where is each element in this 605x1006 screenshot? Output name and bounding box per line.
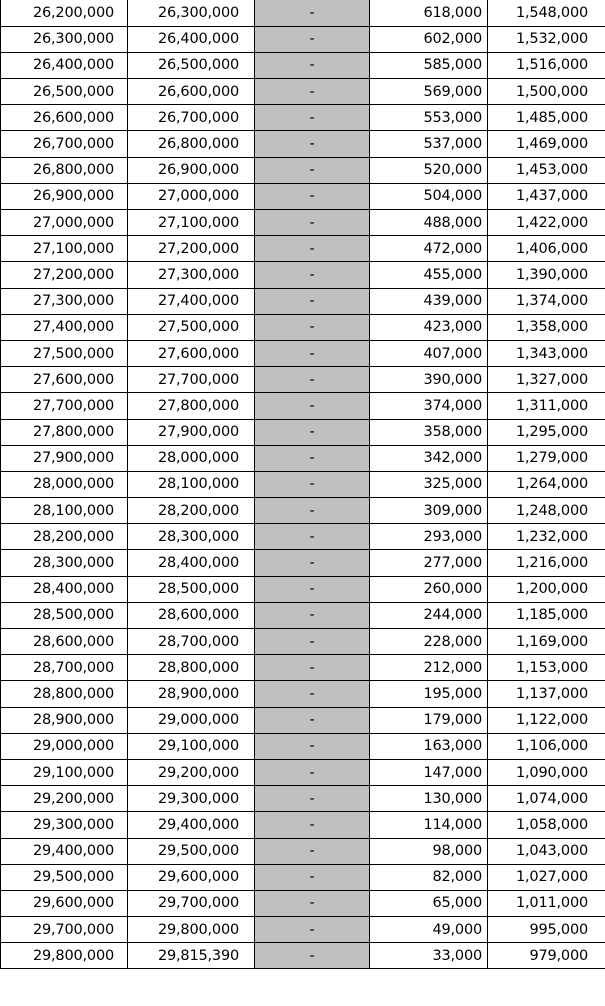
value-a-cell: 130,000	[370, 786, 488, 812]
income-from-cell: 27,400,000	[1, 314, 128, 340]
empty-dash-cell: -	[255, 419, 370, 445]
income-to-cell: 27,300,000	[128, 262, 255, 288]
value-b-cell: 1,279,000	[488, 445, 605, 471]
value-a-cell: 163,000	[370, 733, 488, 759]
income-to-cell: 27,900,000	[128, 419, 255, 445]
income-to-cell: 28,200,000	[128, 498, 255, 524]
value-a-cell: 228,000	[370, 629, 488, 655]
value-a-cell: 325,000	[370, 471, 488, 497]
empty-dash-cell: -	[255, 445, 370, 471]
table-row	[1, 131, 605, 157]
income-to-cell: 28,500,000	[128, 576, 255, 602]
income-to-cell: 26,300,000	[128, 0, 255, 26]
value-b-cell: 1,027,000	[488, 864, 605, 890]
value-a-cell: 423,000	[370, 314, 488, 340]
value-a-cell: 244,000	[370, 602, 488, 628]
empty-dash-cell: -	[255, 210, 370, 236]
income-from-cell: 27,000,000	[1, 210, 128, 236]
empty-dash-cell: -	[255, 838, 370, 864]
income-from-cell: 27,500,000	[1, 340, 128, 366]
empty-dash-cell: -	[255, 393, 370, 419]
table-row	[1, 602, 605, 628]
value-b-cell: 1,264,000	[488, 471, 605, 497]
value-b-cell: 1,248,000	[488, 498, 605, 524]
value-b-cell: 1,043,000	[488, 838, 605, 864]
table-row	[1, 629, 605, 655]
value-b-cell: 1,374,000	[488, 288, 605, 314]
empty-dash-cell: -	[255, 288, 370, 314]
empty-dash-cell: -	[255, 183, 370, 209]
empty-dash-cell: -	[255, 550, 370, 576]
table-row	[1, 576, 605, 602]
table-row	[1, 524, 605, 550]
income-to-cell: 26,600,000	[128, 79, 255, 105]
empty-dash-cell: -	[255, 707, 370, 733]
income-to-cell: 26,900,000	[128, 157, 255, 183]
empty-dash-cell: -	[255, 602, 370, 628]
empty-dash-cell: -	[255, 471, 370, 497]
income-to-cell: 26,500,000	[128, 52, 255, 78]
income-to-cell: 27,600,000	[128, 340, 255, 366]
income-from-cell: 28,000,000	[1, 471, 128, 497]
income-to-cell: 28,000,000	[128, 445, 255, 471]
empty-dash-cell: -	[255, 314, 370, 340]
empty-dash-cell: -	[255, 576, 370, 602]
value-b-cell: 1,390,000	[488, 262, 605, 288]
income-from-cell: 29,400,000	[1, 838, 128, 864]
income-to-cell: 29,800,000	[128, 917, 255, 943]
table-row	[1, 419, 605, 445]
value-a-cell: 195,000	[370, 681, 488, 707]
empty-dash-cell: -	[255, 131, 370, 157]
table-row	[1, 183, 605, 209]
empty-dash-cell: -	[255, 629, 370, 655]
value-b-cell: 1,500,000	[488, 79, 605, 105]
value-b-cell: 1,295,000	[488, 419, 605, 445]
income-from-cell: 27,600,000	[1, 367, 128, 393]
value-a-cell: 472,000	[370, 236, 488, 262]
income-to-cell: 28,700,000	[128, 629, 255, 655]
income-to-cell: 27,700,000	[128, 367, 255, 393]
value-a-cell: 293,000	[370, 524, 488, 550]
value-b-cell: 1,422,000	[488, 210, 605, 236]
table-row	[1, 288, 605, 314]
income-from-cell: 28,400,000	[1, 576, 128, 602]
income-from-cell: 28,900,000	[1, 707, 128, 733]
income-to-cell: 27,200,000	[128, 236, 255, 262]
income-to-cell: 29,815,390	[128, 943, 255, 969]
income-from-cell: 26,800,000	[1, 157, 128, 183]
income-to-cell: 29,300,000	[128, 786, 255, 812]
income-from-cell: 29,600,000	[1, 890, 128, 916]
value-b-cell: 1,358,000	[488, 314, 605, 340]
table-row	[1, 314, 605, 340]
value-b-cell: 1,185,000	[488, 602, 605, 628]
empty-dash-cell: -	[255, 524, 370, 550]
tax-table-body	[1, 0, 605, 969]
value-a-cell: 277,000	[370, 550, 488, 576]
income-to-cell: 28,600,000	[128, 602, 255, 628]
value-a-cell: 114,000	[370, 812, 488, 838]
value-b-cell: 1,090,000	[488, 759, 605, 785]
value-b-cell: 1,011,000	[488, 890, 605, 916]
income-from-cell: 29,300,000	[1, 812, 128, 838]
income-from-cell: 26,700,000	[1, 131, 128, 157]
income-from-cell: 26,900,000	[1, 183, 128, 209]
income-to-cell: 26,800,000	[128, 131, 255, 157]
table-row	[1, 157, 605, 183]
value-a-cell: 179,000	[370, 707, 488, 733]
value-b-cell: 1,406,000	[488, 236, 605, 262]
income-to-cell: 26,700,000	[128, 105, 255, 131]
empty-dash-cell: -	[255, 0, 370, 26]
value-b-cell: 1,122,000	[488, 707, 605, 733]
table-row	[1, 367, 605, 393]
income-to-cell: 29,500,000	[128, 838, 255, 864]
empty-dash-cell: -	[255, 917, 370, 943]
value-b-cell: 1,137,000	[488, 681, 605, 707]
empty-dash-cell: -	[255, 681, 370, 707]
income-from-cell: 27,300,000	[1, 288, 128, 314]
income-from-cell: 28,200,000	[1, 524, 128, 550]
empty-dash-cell: -	[255, 26, 370, 52]
income-to-cell: 29,100,000	[128, 733, 255, 759]
income-from-cell: 26,600,000	[1, 105, 128, 131]
income-from-cell: 29,200,000	[1, 786, 128, 812]
table-row	[1, 786, 605, 812]
empty-dash-cell: -	[255, 786, 370, 812]
income-to-cell: 27,800,000	[128, 393, 255, 419]
value-b-cell: 1,343,000	[488, 340, 605, 366]
empty-dash-cell: -	[255, 105, 370, 131]
empty-dash-cell: -	[255, 498, 370, 524]
income-to-cell: 27,000,000	[128, 183, 255, 209]
table-row	[1, 52, 605, 78]
value-b-cell: 1,548,000	[488, 0, 605, 26]
income-from-cell: 29,100,000	[1, 759, 128, 785]
empty-dash-cell: -	[255, 340, 370, 366]
table-row	[1, 262, 605, 288]
table-row	[1, 26, 605, 52]
value-b-cell: 1,469,000	[488, 131, 605, 157]
income-to-cell: 27,100,000	[128, 210, 255, 236]
value-a-cell: 407,000	[370, 340, 488, 366]
value-a-cell: 342,000	[370, 445, 488, 471]
income-to-cell: 27,500,000	[128, 314, 255, 340]
table-row	[1, 759, 605, 785]
table-row	[1, 707, 605, 733]
value-a-cell: 390,000	[370, 367, 488, 393]
table-row	[1, 655, 605, 681]
table-row	[1, 0, 605, 26]
value-b-cell: 1,311,000	[488, 393, 605, 419]
empty-dash-cell: -	[255, 236, 370, 262]
empty-dash-cell: -	[255, 367, 370, 393]
value-b-cell: 1,153,000	[488, 655, 605, 681]
income-from-cell: 29,700,000	[1, 917, 128, 943]
value-a-cell: 618,000	[370, 0, 488, 26]
table-row	[1, 105, 605, 131]
table-row	[1, 471, 605, 497]
value-b-cell: 1,453,000	[488, 157, 605, 183]
value-a-cell: 147,000	[370, 759, 488, 785]
value-a-cell: 260,000	[370, 576, 488, 602]
income-to-cell: 29,600,000	[128, 864, 255, 890]
income-from-cell: 29,000,000	[1, 733, 128, 759]
empty-dash-cell: -	[255, 943, 370, 969]
value-a-cell: 585,000	[370, 52, 488, 78]
empty-dash-cell: -	[255, 262, 370, 288]
value-a-cell: 537,000	[370, 131, 488, 157]
table-row	[1, 917, 605, 943]
income-from-cell: 26,500,000	[1, 79, 128, 105]
value-a-cell: 602,000	[370, 26, 488, 52]
income-from-cell: 26,300,000	[1, 26, 128, 52]
income-to-cell: 29,400,000	[128, 812, 255, 838]
income-from-cell: 26,200,000	[1, 0, 128, 26]
income-to-cell: 28,900,000	[128, 681, 255, 707]
value-a-cell: 553,000	[370, 105, 488, 131]
income-to-cell: 29,700,000	[128, 890, 255, 916]
value-a-cell: 309,000	[370, 498, 488, 524]
table-row	[1, 943, 605, 969]
value-a-cell: 504,000	[370, 183, 488, 209]
income-from-cell: 28,100,000	[1, 498, 128, 524]
empty-dash-cell: -	[255, 52, 370, 78]
value-a-cell: 212,000	[370, 655, 488, 681]
income-from-cell: 27,200,000	[1, 262, 128, 288]
value-b-cell: 1,200,000	[488, 576, 605, 602]
value-b-cell: 1,437,000	[488, 183, 605, 209]
income-from-cell: 29,800,000	[1, 943, 128, 969]
value-a-cell: 520,000	[370, 157, 488, 183]
income-from-cell: 26,400,000	[1, 52, 128, 78]
table-row	[1, 550, 605, 576]
value-a-cell: 49,000	[370, 917, 488, 943]
table-row	[1, 393, 605, 419]
value-b-cell: 1,232,000	[488, 524, 605, 550]
value-a-cell: 358,000	[370, 419, 488, 445]
value-b-cell: 1,327,000	[488, 367, 605, 393]
income-to-cell: 29,000,000	[128, 707, 255, 733]
value-b-cell: 1,074,000	[488, 786, 605, 812]
value-b-cell: 1,485,000	[488, 105, 605, 131]
value-b-cell: 995,000	[488, 917, 605, 943]
income-from-cell: 28,300,000	[1, 550, 128, 576]
table-row	[1, 236, 605, 262]
empty-dash-cell: -	[255, 864, 370, 890]
empty-dash-cell: -	[255, 812, 370, 838]
table-row	[1, 733, 605, 759]
income-to-cell: 28,300,000	[128, 524, 255, 550]
value-b-cell: 979,000	[488, 943, 605, 969]
income-from-cell: 27,100,000	[1, 236, 128, 262]
income-to-cell: 27,400,000	[128, 288, 255, 314]
value-b-cell: 1,058,000	[488, 812, 605, 838]
income-to-cell: 28,400,000	[128, 550, 255, 576]
value-b-cell: 1,516,000	[488, 52, 605, 78]
value-a-cell: 98,000	[370, 838, 488, 864]
value-b-cell: 1,532,000	[488, 26, 605, 52]
income-from-cell: 28,500,000	[1, 602, 128, 628]
value-b-cell: 1,106,000	[488, 733, 605, 759]
empty-dash-cell: -	[255, 733, 370, 759]
empty-dash-cell: -	[255, 890, 370, 916]
empty-dash-cell: -	[255, 655, 370, 681]
empty-dash-cell: -	[255, 157, 370, 183]
value-a-cell: 33,000	[370, 943, 488, 969]
income-to-cell: 28,800,000	[128, 655, 255, 681]
income-to-cell: 29,200,000	[128, 759, 255, 785]
income-to-cell: 28,100,000	[128, 471, 255, 497]
income-from-cell: 27,900,000	[1, 445, 128, 471]
table-row	[1, 210, 605, 236]
value-a-cell: 569,000	[370, 79, 488, 105]
empty-dash-cell: -	[255, 759, 370, 785]
table-row	[1, 812, 605, 838]
value-b-cell: 1,216,000	[488, 550, 605, 576]
value-a-cell: 374,000	[370, 393, 488, 419]
income-from-cell: 28,700,000	[1, 655, 128, 681]
value-a-cell: 488,000	[370, 210, 488, 236]
income-from-cell: 28,800,000	[1, 681, 128, 707]
income-from-cell: 27,700,000	[1, 393, 128, 419]
empty-dash-cell: -	[255, 79, 370, 105]
table-row	[1, 498, 605, 524]
income-from-cell: 29,500,000	[1, 864, 128, 890]
table-row	[1, 79, 605, 105]
value-a-cell: 439,000	[370, 288, 488, 314]
value-b-cell: 1,169,000	[488, 629, 605, 655]
table-row	[1, 681, 605, 707]
value-a-cell: 65,000	[370, 890, 488, 916]
table-row	[1, 838, 605, 864]
table-row	[1, 445, 605, 471]
income-from-cell: 28,600,000	[1, 629, 128, 655]
value-a-cell: 82,000	[370, 864, 488, 890]
table-row	[1, 864, 605, 890]
income-to-cell: 26,400,000	[128, 26, 255, 52]
income-from-cell: 27,800,000	[1, 419, 128, 445]
value-a-cell: 455,000	[370, 262, 488, 288]
table-row	[1, 890, 605, 916]
table-row	[1, 340, 605, 366]
